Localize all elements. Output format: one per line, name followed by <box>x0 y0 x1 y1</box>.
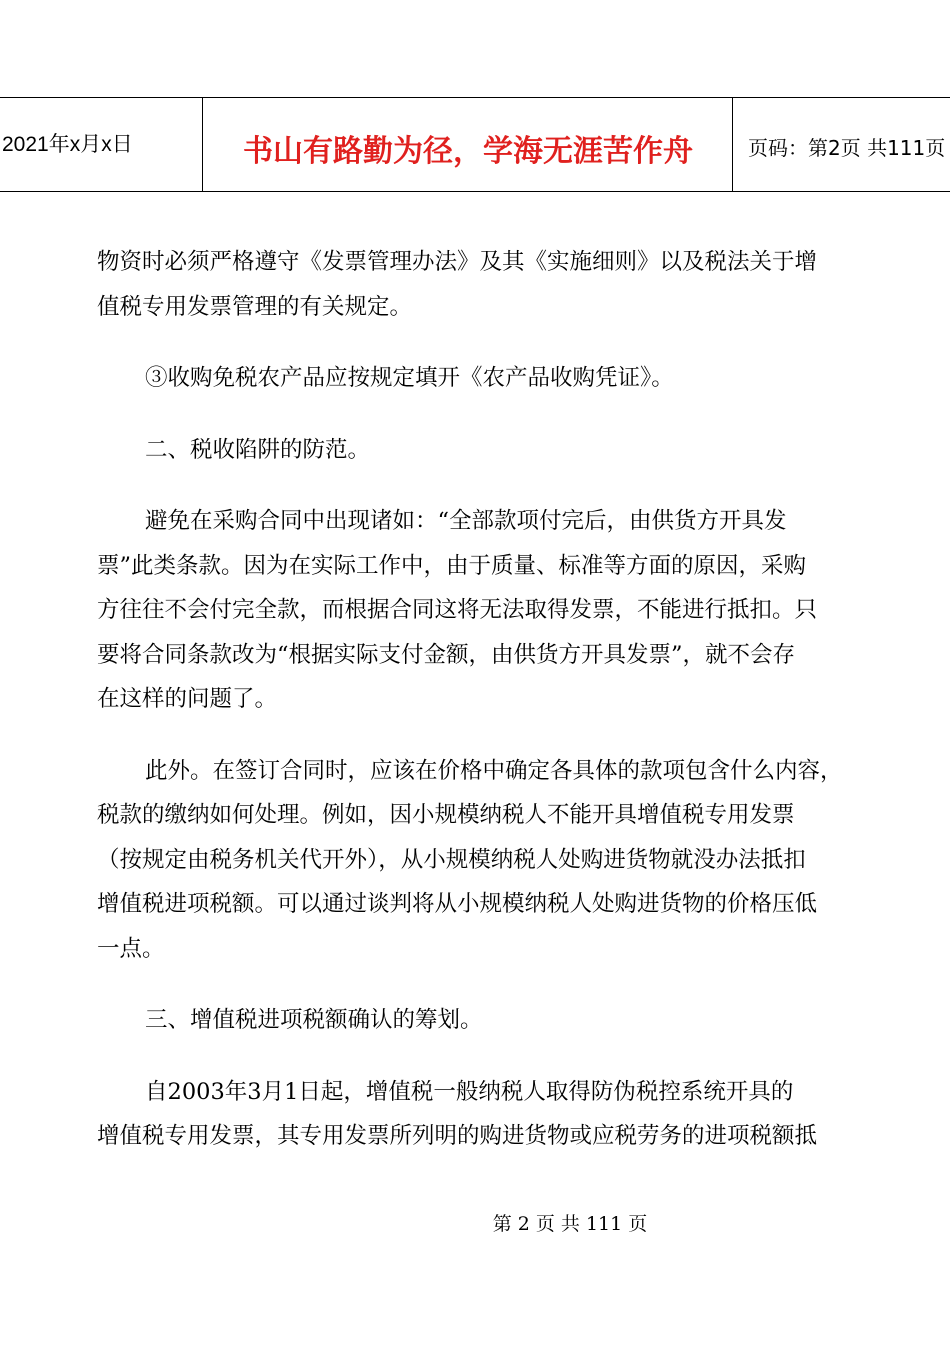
paragraph-line: （按规定由税务机关代开外），从小规模纳税人处购进货物就没办法抵扣 <box>97 846 806 873</box>
paragraph-line: 避免在采购合同中出现诸如：“全部款项付完后，由供货方开具发 <box>145 508 787 534</box>
paragraph-line: 一点。 <box>97 935 165 962</box>
paragraph-line: 方往往不会付完全款，而根据合同这将无法取得发票，不能进行抵扣。只 <box>97 597 818 623</box>
paragraph-1 <box>97 240 867 329</box>
paragraph-line: 增值税进项税额。可以通过谈判将从小规模纳税人处购进货物的价格压低 <box>97 891 818 917</box>
paragraph-line: 值税专用发票管理的有关规定。 <box>97 293 413 320</box>
paragraph-3 <box>97 499 867 722</box>
paragraph-line: 税款的缴纳如何处理。例如，因小规模纳税人不能开具增值税专用发票 <box>97 802 795 828</box>
paragraph-4 <box>97 749 867 972</box>
paragraph-line: ③收购免税农产品应按规定填开《农产品收购凭证》。 <box>145 365 674 391</box>
paragraph-line: 增值税专用发票，其专用发票所列明的购进货物或应税劳务的进项税额抵 <box>97 1123 818 1149</box>
paragraph-line: 在这样的问题了。 <box>97 686 278 712</box>
paragraph-line: 物资时必须严格遵守《发票管理办法》及其《实施细则》以及税法关于增 <box>97 249 818 275</box>
paragraph-line: 要将合同条款改为“根据实际支付金额，由供货方开具发票”，就不会存 <box>97 641 796 668</box>
document-body <box>97 240 867 1159</box>
header-page-info: 页码：第2页 共111页 <box>748 136 946 160</box>
header-date: 2021年x月x日 <box>0 98 203 191</box>
paragraph-line: 三、增值税进项税额确认的筹划。 <box>145 1007 483 1033</box>
header-motto: 书山有路勤为径，学海无涯苦作舟 <box>204 98 733 191</box>
page-header <box>0 97 950 192</box>
section-heading-2 <box>97 428 867 473</box>
paragraph-line: 二、税收陷阱的防范。 <box>145 436 371 463</box>
paragraph-line: 自2003年3月1日起，增值税一般纳税人取得防伪税控系统开具的 <box>145 1078 794 1105</box>
paragraph-2 <box>97 356 867 401</box>
page-footer: 第 2 页 共 111 页 <box>492 1213 648 1235</box>
paragraph-5 <box>97 1070 867 1159</box>
paragraph-line: 票”此类条款。因为在实际工作中，由于质量、标准等方面的原因，采购 <box>97 552 807 579</box>
section-heading-3 <box>97 998 867 1043</box>
paragraph-line: 此外。在签订合同时，应该在价格中确定各具体的款项包含什么内容， <box>145 757 843 784</box>
